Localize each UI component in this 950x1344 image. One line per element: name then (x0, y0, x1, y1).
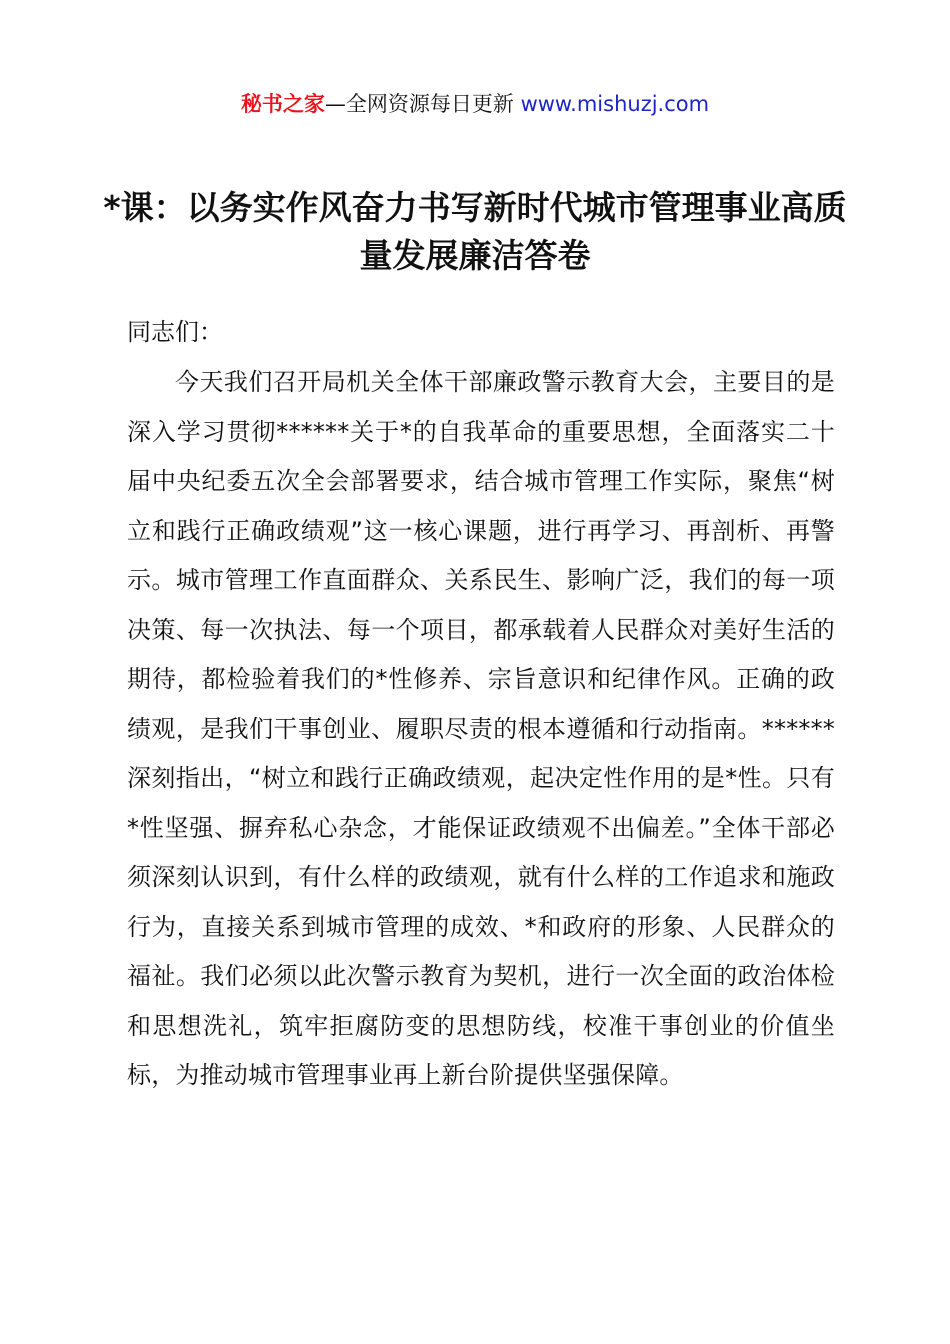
brand-name: 秘书之家 (240, 92, 325, 116)
site-url-link[interactable]: www.mishuzj.com (520, 92, 710, 116)
site-header (0, 88, 950, 120)
document-title: *课：以务实作风奋力书写新时代城市管理事业高质量发展廉洁答卷 (103, 188, 847, 275)
body-paragraph: 今天我们召开局机关全体干部廉政警示教育大会，主要目的是深入学习贯彻******关于*的自我革命的重要思想，全面落实二十届中央纪委五次全会部署要求，结合城市管理工作实际，聚焦“树立和践行正确政绩观”这一核心课题，进行再学习、再剖析、再警示。城市管理工作直面群众、关系民生、影响广泛，我们的每一项决策、每一次执法、每一个项目，都承载着人民群众对美好生活的期待，都检验着我们的*性修养、宗旨意识和纪律作风。正确的政绩观，是我们干事创业、履职尽责的根本遵循和行动指南。******深刻指出，“树立和践行正确政绩观，起决定性作用的是*性。只有*性坚强、摒弃私心杂念，才能保证政绩观不出偏差。”全体干部必须深刻认识到，有什么样的政绩观，就有什么样的工作追求和施政行为，直接关系到城市管理的成效、*和政府的形象、人民群众的福祉。我们必须以此次警示教育为契机，进行一次全面的政治体检和思想洗礼，筑牢拒腐防变的思想防线，校准干事创业的价值坐标，为推动城市管理事业再上新台阶提供坚强保障。 (127, 368, 835, 1089)
salutation: 同志们： (127, 318, 223, 346)
header-tagline: —全网资源每日更新 (324, 92, 521, 116)
